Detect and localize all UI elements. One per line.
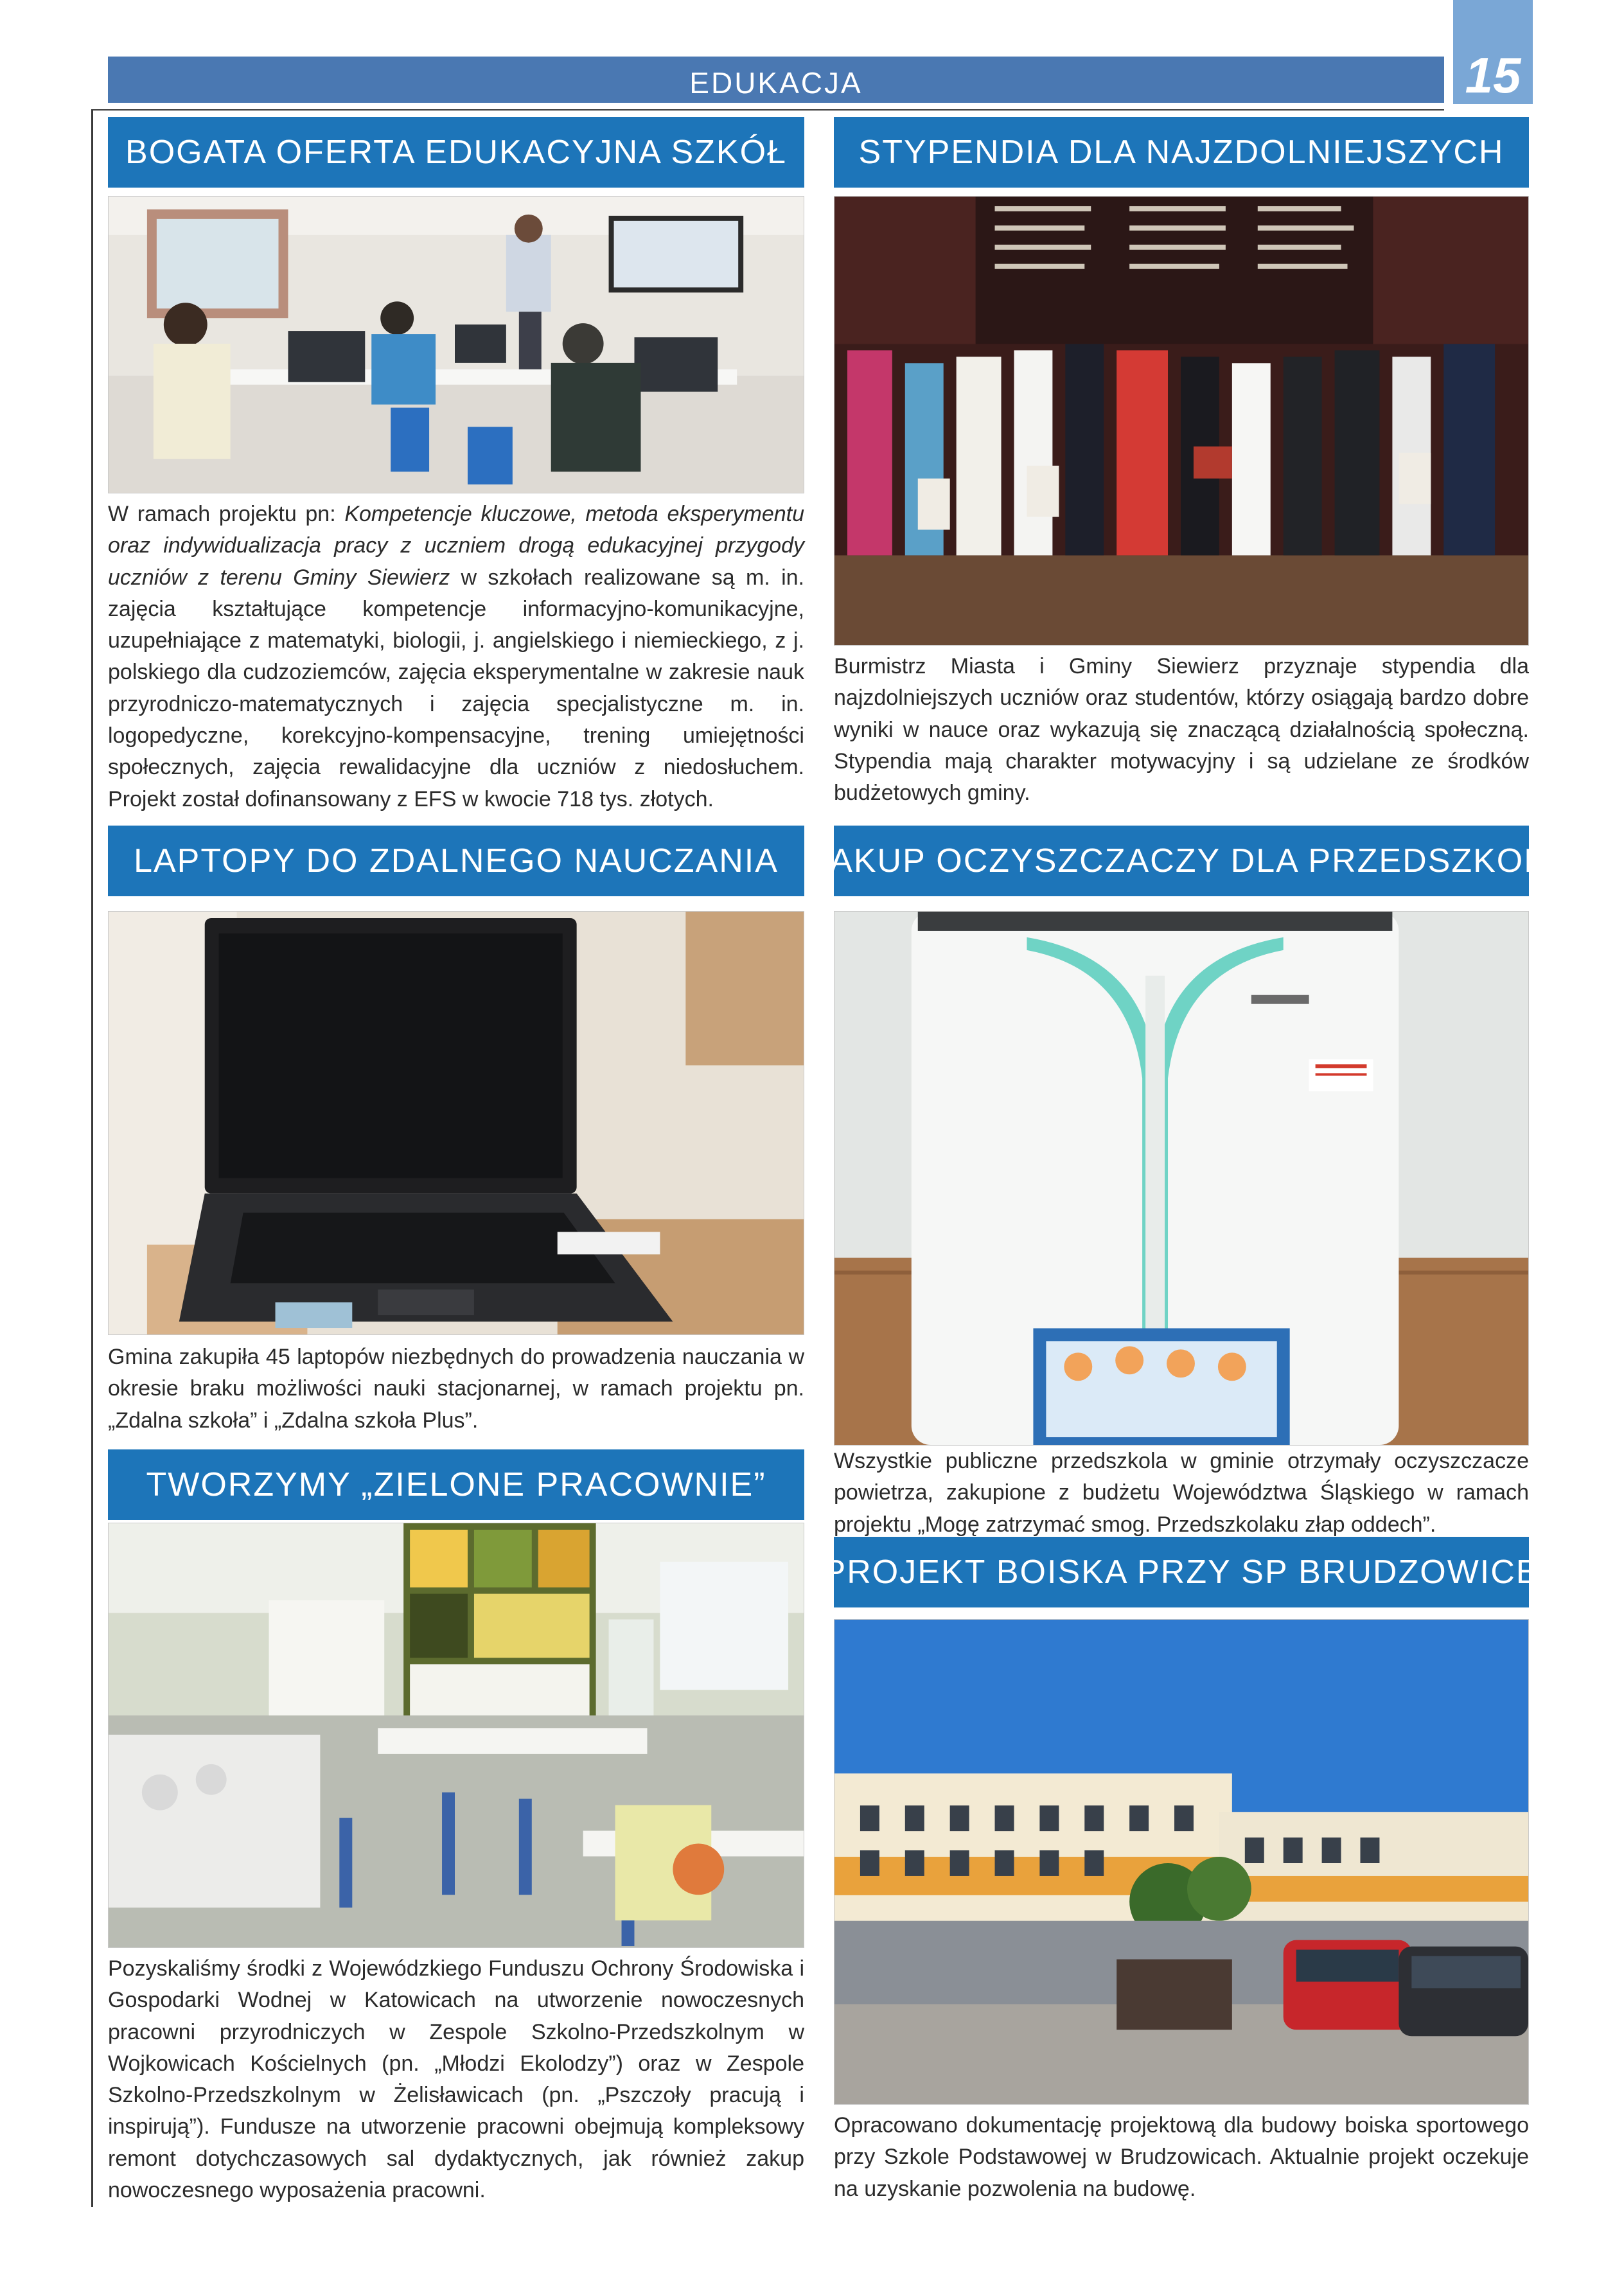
heading-stypendia bbox=[834, 117, 1529, 188]
laptop-photo bbox=[108, 911, 804, 1335]
body-oczyszczacze: Wszystkie publiczne przedszkola w gminie otrzymały oczyszczacze powietrza, zakupione z budżetu Województwa Śląskiego w ramach projektu „Mogę zatrzymać smog. Przedszkolaku złap oddech”. bbox=[834, 1449, 1529, 1537]
body-boisko: Opracowano dokumentację projektową dla budowy boiska sportowego przy Szkole Podstawowej w Brudzowicach. Aktualnie projekt oczekuje na uzyskanie pozwolenia na budowę. bbox=[834, 2113, 1529, 2201]
body-stypendia: Burmistrz Miasta i Gminy Siewierz przyznaje stypendia dla najzdolniejszych uczniów oraz studentów, którzy osiągają bardzo dobre wyniki w nauce oraz wykazują się znaczącą działalnością społeczną. Stypendia mają charakter motywacyjny i są udzielane ze środków budżetowych gminy. bbox=[834, 654, 1529, 806]
heading-boisko-text: PROJEKT BOISKA PRZY SP BRUDZOWICE bbox=[823, 1554, 1540, 1591]
heading-laptopy bbox=[108, 826, 804, 896]
ceremony-photo bbox=[834, 196, 1529, 646]
heading-boisko bbox=[823, 1537, 1540, 1607]
heading-oczyszczacze-text: ZAKUP OCZYSZCZACZY DLA PRZEDSZKOLI bbox=[808, 842, 1555, 880]
body-oferta-project: Kompetencje kluczowe, metoda eksperymentu oraz indywidualizacja pracy z uczniem drogą edukacyjnej przygody uczniów z terenu Gminy Siewierz bbox=[108, 502, 804, 590]
frame-rule-left bbox=[91, 109, 93, 2207]
heading-laptopy-text: LAPTOPY DO ZDALNEGO NAUCZANIA bbox=[134, 842, 779, 880]
body-pracownie: Pozyskaliśmy środki z Wojewódzkiego Funduszu Ochrony Środowiska i Gospodarki Wodnej w Katowicach na utworzenie nowoczesnych pracowni przyrodniczych w Zespole Szkolno-Przedszkolnym w Wojkowicach Kościelnych (pn. „Młodzi Ekolodzy”) oraz w Zespole Szkolno-Przedszkolnym w Żelisławicach (pn. „Pszczoły pracują i inspirują”). Fundusze na utworzenie pracowni obejmują kompleksowy remont dotychczasowych sal dydaktycznych, jak również zakup nowoczesnego wyposażenia pracowni. bbox=[108, 1956, 804, 2203]
page-number: 15 bbox=[1465, 47, 1521, 103]
heading-oczyszczacze bbox=[808, 826, 1555, 896]
heading-pracownie-text: TWORZYMY „ZIELONE PRACOWNIE” bbox=[146, 1466, 766, 1503]
science-lab-photo bbox=[108, 1523, 804, 1948]
section-band bbox=[108, 57, 1444, 103]
body-oferta-rest: w szkołach realizowane są m. in. zajęcia kształtujące kompetencje informacyjno-komunikacyjne, uzupełniające z matematyki, biologii, j. angielskiego i niemieckiego, z j. polskiego dla cudzoziemców, zajęcia eksperymentalne w zakresie nauk przyrodniczo-matematycznych i zajęcia specjalistyczne m. in. logopedyczne, korekcyjno-kompensacyjne, trening umiejętności społecznych, zajęcia rewalidacyjne dla uczniów z niedosłuchem. Projekt został dofinansowany z EFS w kwocie 718 tys. złotych. bbox=[108, 565, 804, 811]
body-oferta-lead: W ramach projektu pn: bbox=[108, 502, 345, 526]
heading-oferta-text: BOGATA OFERTA EDUKACYJNA SZKÓŁ bbox=[125, 134, 787, 171]
heading-oferta bbox=[108, 117, 804, 188]
air-purifier-photo bbox=[834, 911, 1529, 1446]
section-title: EDUKACJA bbox=[689, 66, 863, 100]
frame-rule-top bbox=[91, 109, 1444, 111]
body-oferta bbox=[108, 499, 804, 815]
school-building-photo bbox=[834, 1619, 1529, 2105]
body-laptopy: Gmina zakupiła 45 laptopów niezbędnych do prowadzenia nauczania w okresie braku możliwości nauki stacjonarnej, w ramach projektu pn. „Zdalna szkoła” i „Zdalna szkoła Plus”. bbox=[108, 1345, 804, 1433]
classroom-photo bbox=[108, 196, 804, 493]
heading-pracownie bbox=[108, 1449, 804, 1520]
heading-stypendia-text: STYPENDIA DLA NAJZDOLNIEJSZYCH bbox=[858, 134, 1505, 171]
page-number-box bbox=[1453, 0, 1533, 104]
